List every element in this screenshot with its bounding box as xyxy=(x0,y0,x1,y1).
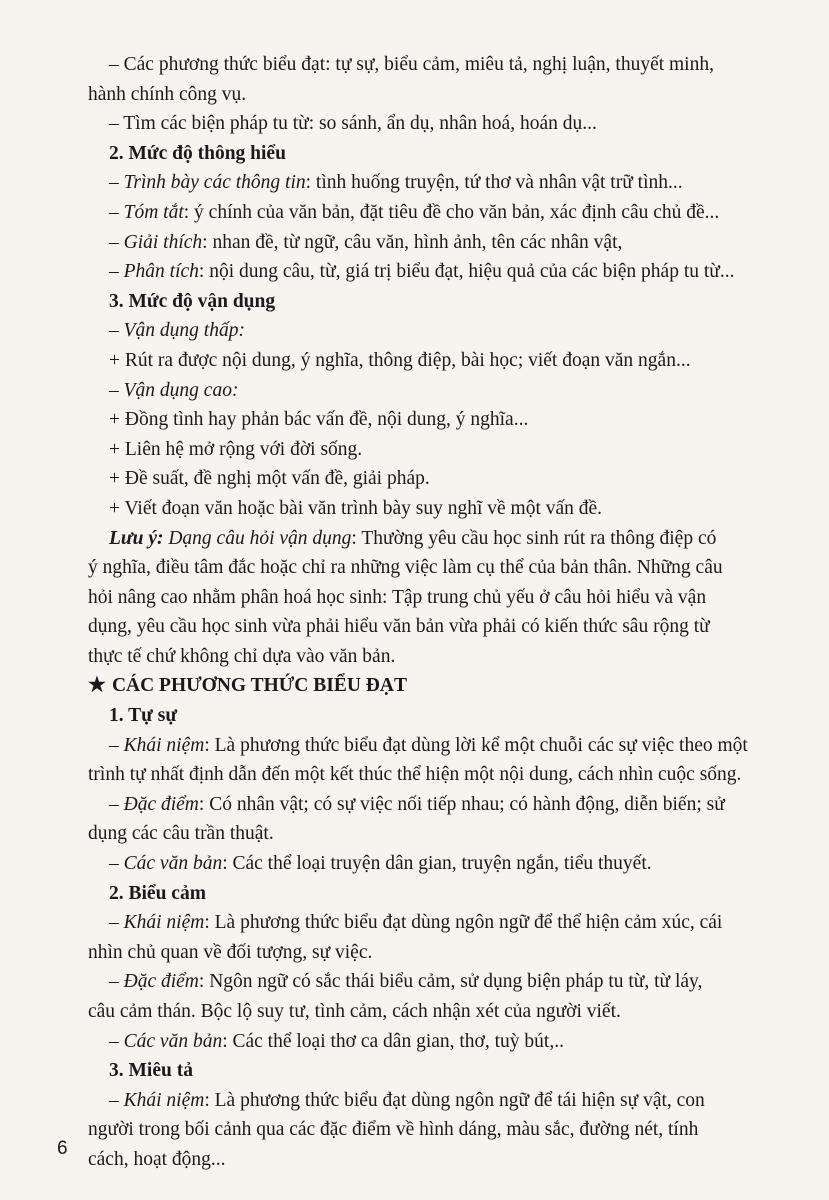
subheading-expressive xyxy=(88,879,773,909)
term-label: – Khái niệm xyxy=(109,1089,205,1111)
star-icon: ★ xyxy=(88,674,106,697)
list-item xyxy=(88,1086,773,1116)
line-text: ý nghĩa, điều tâm đắc hoặc chỉ ra những việc làm cụ thể của bản thân. Những câu xyxy=(88,557,723,579)
line-text: dụng các câu trần thuật. xyxy=(88,823,274,845)
list-item-continuation xyxy=(88,760,773,790)
list-item-continuation xyxy=(88,938,773,968)
line-text: – Vận dụng thấp: xyxy=(109,320,245,342)
term-label: Dạng câu hỏi vận dụng xyxy=(163,527,352,549)
page-number: 6 xyxy=(57,1138,68,1159)
line-text: : Các thể loại truyện dân gian, truyện ngắn, tiểu thuyết. xyxy=(222,853,652,875)
term-label: – Khái niệm xyxy=(109,912,205,934)
list-item xyxy=(88,849,773,879)
list-item xyxy=(88,50,773,80)
heading-text: 2. Mức độ thông hiểu xyxy=(109,142,286,164)
line-text: trình tự nhất định dẫn đến một kết thúc thể hiện một nội dung, cách nhìn cuộc sống. xyxy=(88,764,742,786)
line-text: : Ngôn ngữ có sắc thái biểu cảm, sử dụng biện pháp tu từ, từ láy, xyxy=(198,971,703,993)
list-item xyxy=(88,435,773,465)
line-text: : Thường yêu cầu học sinh rút ra thông điệp có xyxy=(351,527,717,549)
line-text: : nội dung câu, từ, giá trị biểu đạt, hiệu quả của các biện pháp tu từ... xyxy=(198,261,735,283)
line-text: dụng, yêu cầu học sinh vừa phải hiểu văn bản vừa phải có kiến thức sâu rộng từ xyxy=(88,616,710,638)
term-label: – Phân tích xyxy=(109,261,199,283)
list-item xyxy=(88,376,773,406)
line-text: – Tìm các biện pháp tu từ: so sánh, ẩn dụ, nhân hoá, hoán dụ... xyxy=(109,113,597,135)
line-text: – Vận dụng cao: xyxy=(109,379,239,401)
list-item xyxy=(88,967,773,997)
list-item xyxy=(88,464,773,494)
line-text: : Là phương thức biểu đạt dùng ngôn ngữ để thể hiện cảm xúc, cái xyxy=(204,912,723,934)
list-item xyxy=(88,346,773,376)
term-label: – Các văn bản xyxy=(109,853,223,875)
note-label: Lưu ý: xyxy=(109,527,164,549)
heading-text: 3. Miêu tả xyxy=(109,1060,193,1082)
paragraph-continuation xyxy=(88,553,773,583)
section-title-text: CÁC PHƯƠNG THỨC BIỂU ĐẠT xyxy=(111,675,407,697)
list-item-continuation xyxy=(88,997,773,1027)
line-text: : Là phương thức biểu đạt dùng ngôn ngữ để tái hiện sự vật, con xyxy=(204,1089,705,1111)
list-item xyxy=(88,198,773,228)
paragraph-continuation xyxy=(88,642,773,672)
term-label: – Đặc điểm xyxy=(109,971,199,993)
section-title xyxy=(88,671,773,701)
line-text: hành chính công vụ. xyxy=(88,83,247,105)
list-item xyxy=(88,168,773,198)
heading-text: 1. Tự sự xyxy=(109,705,178,727)
term-label: – Trình bày các thông tin xyxy=(109,172,306,194)
line-text: + Đề suất, đề nghị một vấn đề, giải pháp. xyxy=(109,468,430,490)
line-text: : Các thể loại thơ ca dân gian, thơ, tuỳ bút,.. xyxy=(222,1030,564,1052)
heading-text: 2. Biểu cảm xyxy=(109,882,206,904)
list-item xyxy=(88,908,773,938)
list-item xyxy=(88,1027,773,1057)
list-item xyxy=(88,731,773,761)
subheading-comprehension xyxy=(88,139,773,169)
paragraph-continuation xyxy=(88,612,773,642)
line-text: – Các phương thức biểu đạt: tự sự, biểu cảm, miêu tả, nghị luận, thuyết minh, xyxy=(109,54,714,75)
line-text: + Viết đoạn văn hoặc bài văn trình bày suy nghĩ về một vấn đề. xyxy=(109,497,603,519)
line-text: : Có nhân vật; có sự việc nối tiếp nhau; có hành động, diễn biến; sử xyxy=(198,793,725,815)
term-label: – Giải thích xyxy=(109,231,203,253)
list-item-continuation xyxy=(88,80,773,110)
line-text: nhìn chủ quan về đối tượng, sự việc. xyxy=(88,941,373,963)
list-item-continuation xyxy=(88,1115,773,1145)
term-label: – Khái niệm xyxy=(109,734,205,756)
line-text: hỏi nâng cao nhằm phân hoá học sinh: Tập trung chủ yếu ở câu hỏi hiểu và vận xyxy=(88,586,707,608)
line-text: câu cảm thán. Bộc lộ suy tư, tình cảm, cách nhận xét của người viết. xyxy=(88,1001,621,1022)
list-item xyxy=(88,405,773,435)
term-label: – Các văn bản xyxy=(109,1030,223,1052)
paragraph-continuation xyxy=(88,583,773,613)
line-text: : ý chính của văn bản, đặt tiêu đề cho văn bản, xác định câu chủ đề... xyxy=(183,201,720,223)
list-item xyxy=(88,316,773,346)
line-text: : tình huống truyện, tứ thơ và nhân vật trữ tình... xyxy=(305,172,683,194)
list-item xyxy=(88,257,773,287)
line-text: + Rút ra được nội dung, ý nghĩa, thông điệp, bài học; viết đoạn văn ngắn... xyxy=(109,349,691,371)
line-text: người trong bối cảnh qua các đặc điểm về hình dáng, màu sắc, đường nét, tính xyxy=(88,1119,699,1141)
subheading-narrative xyxy=(88,701,773,731)
term-label: – Tóm tắt xyxy=(109,201,184,223)
list-item xyxy=(88,790,773,820)
heading-text: 3. Mức độ vận dụng xyxy=(109,290,276,312)
list-item xyxy=(88,494,773,524)
list-item-continuation xyxy=(88,819,773,849)
list-item xyxy=(88,109,773,139)
subheading-application xyxy=(88,287,773,317)
line-text: : nhan đề, từ ngữ, câu văn, hình ảnh, tên các nhân vật, xyxy=(202,231,623,253)
line-text: + Đồng tình hay phản bác vấn đề, nội dung, ý nghĩa... xyxy=(109,409,529,431)
list-item xyxy=(88,228,773,258)
line-text: thực tế chứ không chỉ dựa vào văn bản. xyxy=(88,645,396,667)
list-item-continuation xyxy=(88,1145,773,1175)
line-text: : Là phương thức biểu đạt dùng lời kể một chuỗi các sự việc theo một xyxy=(204,734,748,756)
line-text: cách, hoạt động... xyxy=(88,1148,226,1170)
term-label: – Đặc điểm xyxy=(109,793,199,815)
line-text: + Liên hệ mở rộng với đời sống. xyxy=(109,438,363,460)
subheading-descriptive xyxy=(88,1056,773,1086)
note-paragraph xyxy=(88,524,773,554)
